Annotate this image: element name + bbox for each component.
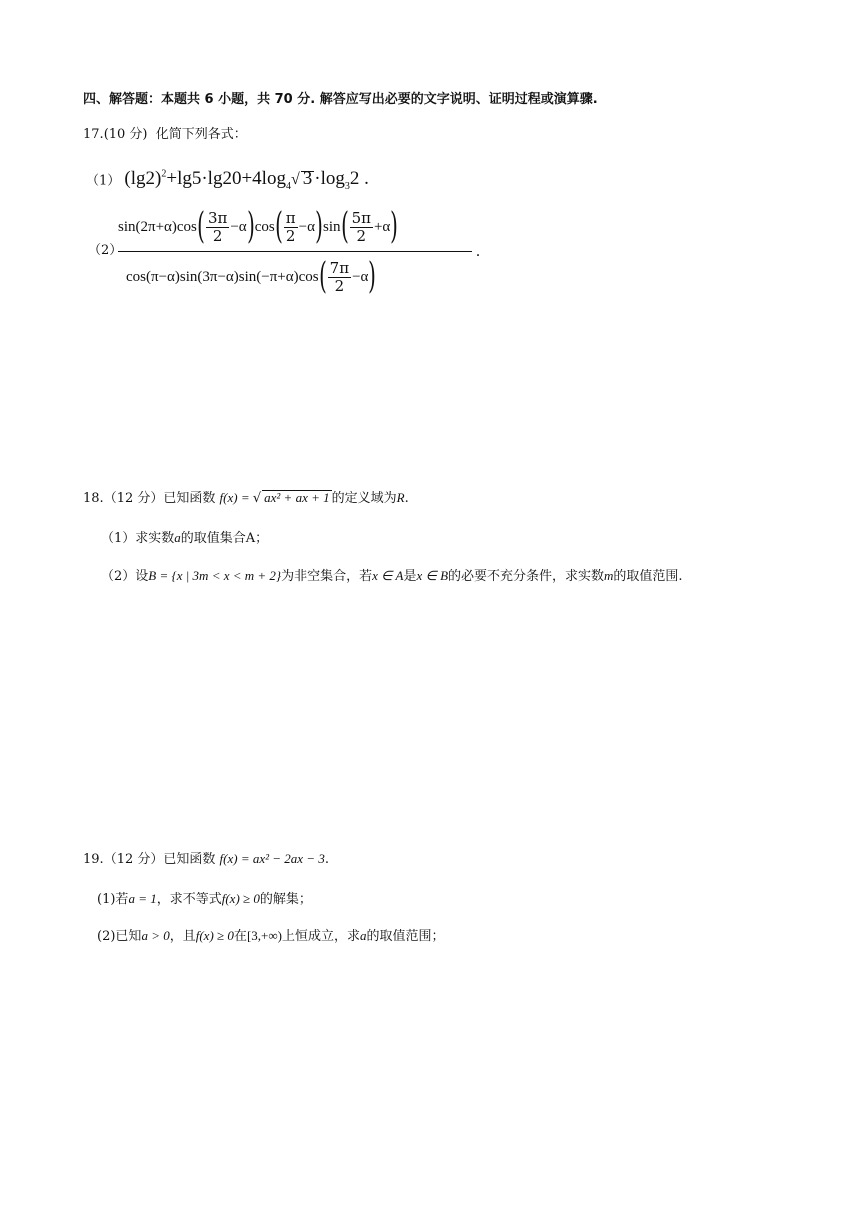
- small-fraction: [328, 260, 351, 295]
- expr-sub: 3: [344, 181, 350, 193]
- part-text: 为非空集合，若: [281, 569, 373, 584]
- part-label: （2）: [101, 569, 136, 584]
- part-text: 的取值集合A；: [180, 531, 269, 546]
- math-expression: B = {x | 3m < x < m + 2}: [148, 568, 282, 583]
- expr-term: cos(π−α)sin(3π−α)sin(−π+α)cos: [126, 268, 319, 285]
- expr-term: ·log: [314, 168, 345, 190]
- part-text: 上恒成立，求: [281, 929, 360, 944]
- part-text: 是: [403, 569, 417, 584]
- expr-term: sin: [323, 218, 341, 235]
- math-expression: a > 0: [141, 928, 170, 943]
- part-label: (1): [97, 892, 116, 907]
- problem-19-header: [83, 851, 329, 868]
- section-heading: 四、解答题：本题共 6 小题，共 70 分. 解答应写出必要的文字说明、证明过程或演算骤.: [83, 92, 598, 107]
- fraction-numerator: sin(2π+α)cos ( 3π 2 −α ) cos ( π 2 −α ) sin ( 5π 2 +α ): [118, 206, 399, 247]
- part-text: 已知: [115, 929, 142, 944]
- frac-bottom: 2: [356, 226, 367, 245]
- part-text: 的取值范围；: [366, 929, 445, 944]
- part-label: （1）: [86, 173, 121, 189]
- problem-prompt: 化简下列各式：: [155, 127, 247, 142]
- math-expression: f(x) ≥ 0: [221, 891, 260, 906]
- expression-2-fraction: [118, 205, 478, 297]
- expr-term: −α: [352, 268, 369, 285]
- part-label: （2）: [88, 243, 123, 258]
- problem-18-part-1: [101, 530, 268, 547]
- problem-score: (10 分): [103, 127, 148, 142]
- expr-term: (lg2): [124, 168, 162, 190]
- math-expression: x ∈ A: [372, 568, 404, 583]
- math-expression: a = 1: [128, 891, 157, 906]
- math-var: a: [174, 530, 181, 545]
- math-var: m: [604, 568, 614, 583]
- radicand: ax² + ax + 1: [264, 490, 330, 505]
- problem-number: 19.: [83, 852, 104, 867]
- small-fraction: [206, 210, 229, 245]
- math-var: R: [396, 490, 405, 505]
- part-text: 求实数: [135, 531, 175, 546]
- math-expression: x ∈ B: [416, 568, 449, 583]
- part-text: ，求不等式: [156, 892, 222, 907]
- problem-stem: 的定义域为: [331, 491, 397, 506]
- problem-stem: .: [324, 852, 329, 867]
- problem-17-part-1: [86, 165, 369, 197]
- expr-term: +α: [373, 218, 391, 235]
- expr-sup: 2: [161, 169, 167, 180]
- expression-1: $(\lg 2)^2+\lg 5\cdot\lg 20+4\log_4√$ $3 \cdot\log_32$ .: [124, 168, 369, 193]
- expr-term: −α: [298, 218, 315, 235]
- frac-top: 7π: [329, 258, 350, 277]
- math-expression: [3,+∞): [246, 928, 282, 943]
- expression-end: .: [476, 243, 480, 260]
- function-expression: f(x) =: [219, 490, 253, 505]
- part-text: 若: [115, 892, 129, 907]
- problem-stem: .: [404, 491, 409, 506]
- frac-top: 5π: [351, 208, 371, 227]
- frac-bottom: 2: [285, 226, 296, 245]
- problem-17-header: [83, 127, 247, 143]
- part-text: ，且: [169, 929, 196, 944]
- problem-score: （12 分）: [103, 852, 164, 867]
- fraction-bar: [118, 251, 472, 252]
- part-label: （1）: [101, 531, 136, 546]
- expr-term: sin(2π+α)cos: [118, 218, 197, 235]
- math-var: a: [359, 928, 367, 943]
- expr-term: −α: [230, 218, 247, 235]
- frac-top: 3π: [207, 208, 228, 227]
- part-label: (2): [97, 929, 116, 944]
- small-fraction: [284, 210, 298, 245]
- expr-term: +lg5·lg20+4log: [166, 168, 286, 190]
- math-expression: f(x) ≥ 0: [195, 928, 234, 943]
- part-text: 设: [135, 569, 149, 584]
- part-text: 在: [233, 929, 247, 944]
- problem-number: 17.: [83, 127, 104, 142]
- problem-19-part-1: [97, 891, 312, 908]
- part-text: 的必要不充分条件，求实数: [448, 569, 605, 584]
- frac-bottom: 2: [334, 276, 345, 295]
- problem-19-part-2: [97, 928, 444, 945]
- small-fraction: [350, 210, 373, 245]
- expr-term: 2 .: [349, 168, 369, 190]
- frac-bottom: 2: [212, 226, 223, 245]
- expr-term: cos: [254, 218, 275, 235]
- fraction-denominator: cos(π−α)sin(3π−α)sin(−π+α)cos ( 7π 2 −α ): [126, 256, 377, 297]
- expr-sub: 4: [285, 181, 291, 193]
- part-text: 的取值范围.: [613, 569, 683, 584]
- frac-top: π: [285, 208, 296, 227]
- problem-number: 18.: [83, 491, 104, 506]
- function-expression: f(x) = ax² − 2ax − 3: [219, 851, 325, 866]
- problem-score: （12 分）: [103, 491, 164, 506]
- problem-18-part-2: [101, 568, 683, 585]
- problem-18-header: 18.（12 分）已知函数 f(x) = √ ax² + ax + 1 的定义域为R.: [83, 490, 409, 506]
- part-text: 的解集；: [259, 892, 312, 907]
- expr-radicand: 3: [302, 168, 313, 190]
- problem-stem: 已知函数: [163, 491, 216, 506]
- problem-stem: 已知函数: [163, 852, 216, 867]
